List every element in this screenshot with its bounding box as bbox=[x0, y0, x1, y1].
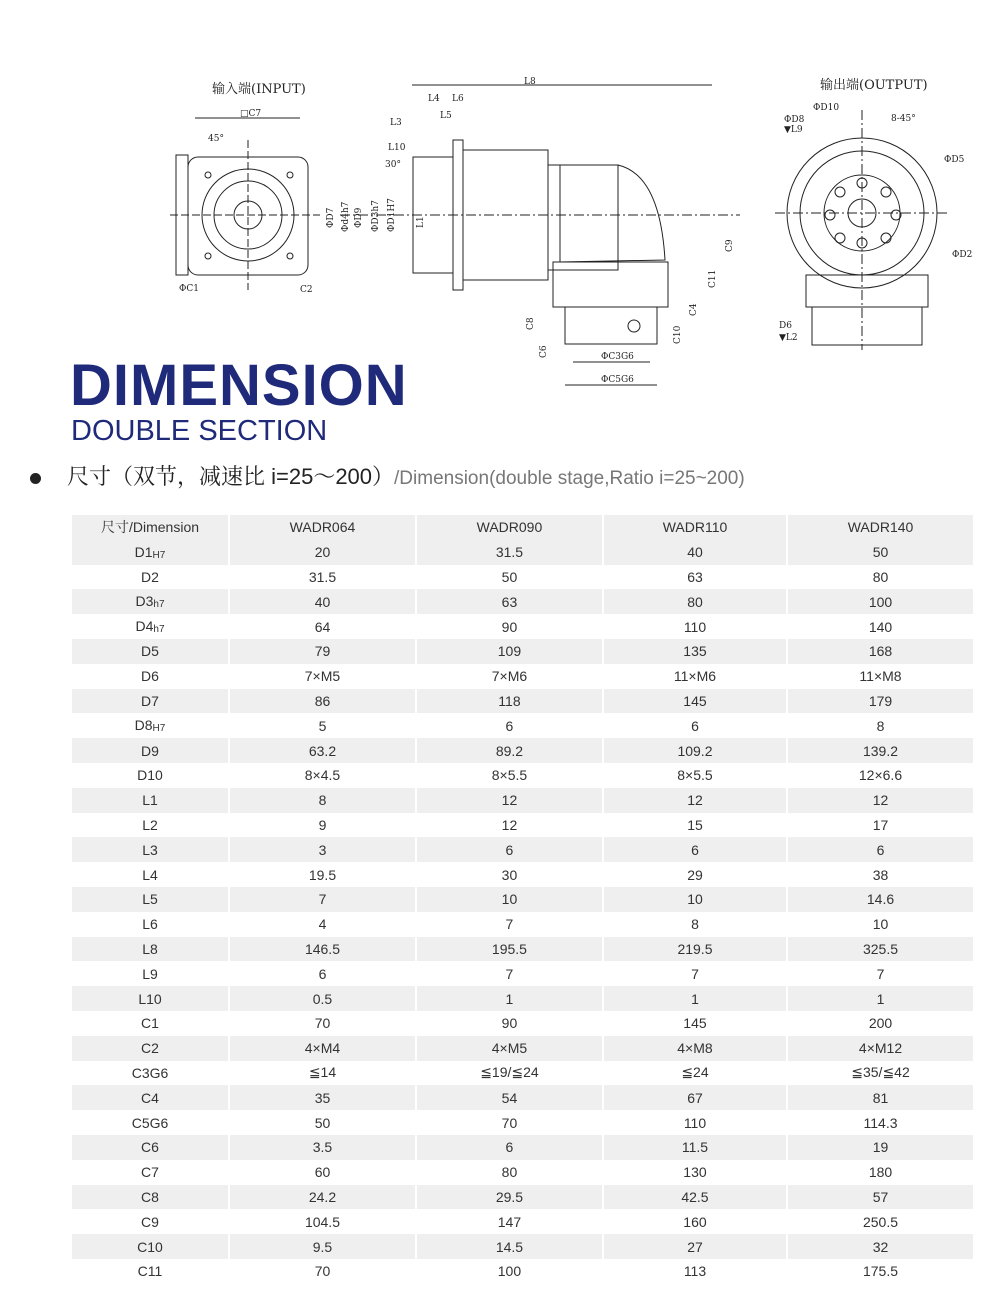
dimension-label: C6 bbox=[141, 1139, 159, 1156]
column-header: WADR110 bbox=[603, 515, 787, 540]
table-cell: 12 bbox=[416, 788, 603, 813]
page-title: DIMENSION bbox=[70, 353, 408, 418]
dim-label-l4: L4 bbox=[428, 94, 440, 104]
table-cell: 0.5 bbox=[229, 986, 416, 1011]
table-cell: 160 bbox=[603, 1209, 787, 1234]
table-row bbox=[72, 1135, 974, 1160]
dimension-label: L9 bbox=[142, 965, 158, 982]
table-cell: 90 bbox=[416, 614, 603, 639]
dimension-name bbox=[72, 788, 229, 813]
dim-label-c1: ΦC1 bbox=[179, 284, 199, 294]
table-cell: 109.2 bbox=[603, 738, 787, 763]
dim-label-l8: L8 bbox=[524, 77, 536, 87]
table-cell: 19.5 bbox=[229, 862, 416, 887]
table-cell: 140 bbox=[787, 614, 974, 639]
tolerance-label: H7 bbox=[152, 723, 166, 735]
dimension-label: L3 bbox=[142, 841, 158, 858]
table-cell: 179 bbox=[787, 689, 974, 714]
table-cell: 63.2 bbox=[229, 738, 416, 763]
table-cell: 15 bbox=[603, 813, 787, 838]
column-header: WADR064 bbox=[229, 515, 416, 540]
dim-label-l2: ▼L2 bbox=[779, 333, 798, 343]
table-row bbox=[72, 986, 974, 1011]
dim-label-c5: ΦC5G6 bbox=[601, 375, 634, 385]
dimension-label: D4 bbox=[135, 618, 154, 635]
table-cell: 29.5 bbox=[416, 1185, 603, 1210]
dim-label-c8: C8 bbox=[526, 317, 536, 330]
table-row bbox=[72, 937, 974, 962]
table-cell: 4×M4 bbox=[229, 1036, 416, 1061]
table-cell: 1 bbox=[787, 986, 974, 1011]
table-cell: 6 bbox=[416, 713, 603, 738]
table-cell: 24.2 bbox=[229, 1185, 416, 1210]
dim-label-c2: C2 bbox=[300, 285, 313, 295]
dimension-label: L2 bbox=[142, 816, 158, 833]
table-cell: 29 bbox=[603, 862, 787, 887]
table-cell: 325.5 bbox=[787, 937, 974, 962]
table-cell: 219.5 bbox=[603, 937, 787, 962]
table-cell: 57 bbox=[787, 1185, 974, 1210]
table-cell: 70 bbox=[416, 1110, 603, 1135]
table-cell: 250.5 bbox=[787, 1209, 974, 1234]
table-cell: 8×5.5 bbox=[416, 763, 603, 788]
table-cell: ≦19/≦24 bbox=[416, 1061, 603, 1086]
dimension-label: D10 bbox=[137, 767, 163, 784]
table-cell: 20 bbox=[229, 540, 416, 565]
table-row bbox=[72, 1061, 974, 1086]
dim-label-c4: C4 bbox=[689, 303, 699, 316]
table-cell: 1 bbox=[603, 986, 787, 1011]
table-cell: 145 bbox=[603, 689, 787, 714]
table-row bbox=[72, 639, 974, 664]
column-header: WADR090 bbox=[416, 515, 603, 540]
dimension-name bbox=[72, 813, 229, 838]
dim-label-l10: L10 bbox=[388, 143, 406, 153]
dimension-label: C9 bbox=[141, 1213, 159, 1230]
table-cell: 10 bbox=[603, 887, 787, 912]
table-cell: 40 bbox=[603, 540, 787, 565]
table-cell: 195.5 bbox=[416, 937, 603, 962]
table-row bbox=[72, 614, 974, 639]
table-row bbox=[72, 713, 974, 738]
dimension-name bbox=[72, 1085, 229, 1110]
dim-label-l6: L6 bbox=[452, 94, 464, 104]
table-cell: 7 bbox=[416, 912, 603, 937]
table-cell: 80 bbox=[787, 565, 974, 590]
table-row bbox=[72, 837, 974, 862]
table-row bbox=[72, 664, 974, 689]
dimension-name bbox=[72, 1061, 229, 1086]
dimension-name bbox=[72, 1135, 229, 1160]
table-cell: 135 bbox=[603, 639, 787, 664]
table-row bbox=[72, 1036, 974, 1061]
table-cell: ≦35/≦42 bbox=[787, 1061, 974, 1086]
table-cell: 86 bbox=[229, 689, 416, 714]
table-cell: 6 bbox=[416, 1135, 603, 1160]
table-cell: 63 bbox=[603, 565, 787, 590]
dimension-label: C3G6 bbox=[131, 1064, 169, 1081]
table-cell: 6 bbox=[603, 837, 787, 862]
table-row bbox=[72, 887, 974, 912]
table-cell: 3.5 bbox=[229, 1135, 416, 1160]
table-cell: ≦14 bbox=[229, 1061, 416, 1086]
table-cell: 40 bbox=[229, 589, 416, 614]
table-cell: 1 bbox=[416, 986, 603, 1011]
dimension-label: C7 bbox=[141, 1164, 159, 1181]
table-cell: 63 bbox=[416, 589, 603, 614]
column-header: WADR140 bbox=[787, 515, 974, 540]
table-cell: 31.5 bbox=[229, 565, 416, 590]
dimension-name bbox=[72, 540, 229, 565]
table-cell: 7 bbox=[229, 887, 416, 912]
table-row bbox=[72, 1209, 974, 1234]
table-cell: 109 bbox=[416, 639, 603, 664]
dimension-name bbox=[72, 1209, 229, 1234]
table-row bbox=[72, 813, 974, 838]
dimension-name bbox=[72, 937, 229, 962]
tolerance-label: h7 bbox=[153, 599, 165, 611]
dimension-label: C8 bbox=[141, 1188, 159, 1205]
table-cell: 60 bbox=[229, 1160, 416, 1185]
dim-label-d8: ΦD8 bbox=[784, 115, 805, 125]
table-cell: 146.5 bbox=[229, 937, 416, 962]
dim-label-d10: ΦD10 bbox=[813, 103, 840, 113]
table-cell: 4×M8 bbox=[603, 1036, 787, 1061]
dim-label-c11: C11 bbox=[708, 269, 718, 288]
table-cell: 35 bbox=[229, 1085, 416, 1110]
dimension-name bbox=[72, 763, 229, 788]
dimension-label: D5 bbox=[141, 643, 159, 660]
dim-label-c6: C6 bbox=[539, 345, 549, 358]
dimension-label: L5 bbox=[142, 891, 158, 908]
table-row bbox=[72, 589, 974, 614]
table-cell: 11×M6 bbox=[603, 664, 787, 689]
dim-label-8-45deg: 8-45° bbox=[891, 114, 916, 124]
dim-label-d2: ΦD2 bbox=[952, 250, 973, 260]
table-row bbox=[72, 1085, 974, 1110]
page-subtitle: DOUBLE SECTION bbox=[71, 415, 328, 447]
tolerance-label: h7 bbox=[153, 624, 165, 636]
dim-label-30deg: 30° bbox=[385, 160, 401, 170]
dim-label-d4: Φd4h7 bbox=[341, 201, 351, 232]
dimension-label: C1 bbox=[141, 1015, 159, 1032]
dimension-label: C4 bbox=[141, 1089, 159, 1106]
dimension-name bbox=[72, 565, 229, 590]
dimension-label: L8 bbox=[142, 940, 158, 957]
table-cell: 100 bbox=[787, 589, 974, 614]
table-cell: 14.5 bbox=[416, 1234, 603, 1259]
table-cell: 50 bbox=[787, 540, 974, 565]
table-cell: 12×6.6 bbox=[787, 763, 974, 788]
dimension-name bbox=[72, 1234, 229, 1259]
table-cell: 11×M8 bbox=[787, 664, 974, 689]
dimension-name bbox=[72, 713, 229, 738]
section-heading bbox=[30, 460, 745, 491]
table-row bbox=[72, 912, 974, 937]
table-row bbox=[72, 540, 974, 565]
dimension-name bbox=[72, 664, 229, 689]
table-row bbox=[72, 689, 974, 714]
table-row bbox=[72, 1185, 974, 1210]
table-cell: 12 bbox=[416, 813, 603, 838]
table-row bbox=[72, 565, 974, 590]
table-row bbox=[72, 763, 974, 788]
table-cell: 8×4.5 bbox=[229, 763, 416, 788]
dim-label-l9: ▼L9 bbox=[784, 125, 803, 135]
dimension-label: C5G6 bbox=[131, 1114, 169, 1131]
table-cell: 4×M12 bbox=[787, 1036, 974, 1061]
section-heading-cn: 尺寸（双节，减速比 i=25～200） bbox=[67, 464, 395, 489]
table-cell: 17 bbox=[787, 813, 974, 838]
table-cell: 147 bbox=[416, 1209, 603, 1234]
table-cell: 6 bbox=[787, 837, 974, 862]
dim-label-d5: ΦD5 bbox=[944, 155, 965, 165]
table-cell: 42.5 bbox=[603, 1185, 787, 1210]
dimension-label: D3 bbox=[135, 593, 154, 610]
dimension-name bbox=[72, 614, 229, 639]
gearbox-technical-drawing bbox=[160, 60, 990, 400]
section-heading-en: /Dimension(double stage,Ratio i=25~200) bbox=[394, 468, 745, 489]
table-cell: 5 bbox=[229, 713, 416, 738]
dimension-label: D8 bbox=[134, 717, 153, 734]
dimension-label: C11 bbox=[137, 1263, 163, 1280]
dim-label-l3: L3 bbox=[390, 118, 402, 128]
dim-label-d3: ΦD3h7 bbox=[371, 200, 381, 232]
table-cell: 70 bbox=[229, 1259, 416, 1284]
dimension-name bbox=[72, 738, 229, 763]
table-row bbox=[72, 738, 974, 763]
dimension-label: D9 bbox=[141, 742, 159, 759]
dimension-label: L4 bbox=[142, 866, 158, 883]
table-row bbox=[72, 1011, 974, 1036]
table-cell: 10 bbox=[787, 912, 974, 937]
table-cell: 110 bbox=[603, 1110, 787, 1135]
table-cell: 54 bbox=[416, 1085, 603, 1110]
table-cell: 4 bbox=[229, 912, 416, 937]
dimension-name bbox=[72, 961, 229, 986]
table-cell: 139.2 bbox=[787, 738, 974, 763]
dimension-name bbox=[72, 689, 229, 714]
output-label: 输出端(OUTPUT) bbox=[820, 78, 928, 93]
table-cell: 175.5 bbox=[787, 1259, 974, 1284]
table-cell: 130 bbox=[603, 1160, 787, 1185]
table-header-row bbox=[72, 515, 974, 540]
table-cell: 50 bbox=[229, 1110, 416, 1135]
table-cell: 31.5 bbox=[416, 540, 603, 565]
dimension-label: D6 bbox=[141, 668, 159, 685]
dimension-label: D7 bbox=[141, 692, 159, 709]
dim-label-d9: ΦD9 bbox=[354, 207, 364, 228]
table-cell: 8 bbox=[229, 788, 416, 813]
table-row bbox=[72, 862, 974, 887]
table-cell: 81 bbox=[787, 1085, 974, 1110]
table-cell: 114.3 bbox=[787, 1110, 974, 1135]
table-cell: 12 bbox=[603, 788, 787, 813]
table-cell: 32 bbox=[787, 1234, 974, 1259]
dim-label-c7: □C7 bbox=[240, 109, 262, 119]
table-cell: 19 bbox=[787, 1135, 974, 1160]
table-cell: 9 bbox=[229, 813, 416, 838]
table-row bbox=[72, 1110, 974, 1135]
table-row bbox=[72, 1259, 974, 1284]
dimension-name bbox=[72, 639, 229, 664]
dimension-name bbox=[72, 986, 229, 1011]
table-cell: 145 bbox=[603, 1011, 787, 1036]
dimension-name bbox=[72, 1011, 229, 1036]
table-cell: 6 bbox=[416, 837, 603, 862]
table-row bbox=[72, 961, 974, 986]
dimension-table bbox=[72, 515, 975, 1284]
table-cell: 6 bbox=[229, 961, 416, 986]
table-cell: 118 bbox=[416, 689, 603, 714]
dim-label-45deg: 45° bbox=[208, 134, 224, 144]
table-row bbox=[72, 788, 974, 813]
dimension-name bbox=[72, 837, 229, 862]
table-cell: 180 bbox=[787, 1160, 974, 1185]
dim-label-l1: L1 bbox=[416, 216, 426, 228]
dimension-label: C10 bbox=[137, 1238, 163, 1255]
dim-label-c9: C9 bbox=[725, 239, 735, 252]
dim-label-c3: ΦC3G6 bbox=[601, 352, 634, 362]
tolerance-label: H7 bbox=[152, 549, 166, 561]
dim-label-d1: ΦD1H7 bbox=[387, 198, 397, 232]
table-cell: 8 bbox=[787, 713, 974, 738]
table-cell: 6 bbox=[603, 713, 787, 738]
dimension-label: C2 bbox=[141, 1040, 159, 1057]
table-cell: 168 bbox=[787, 639, 974, 664]
table-cell: 8 bbox=[603, 912, 787, 937]
table-cell: 7×M6 bbox=[416, 664, 603, 689]
dimension-name bbox=[72, 1036, 229, 1061]
table-row bbox=[72, 1160, 974, 1185]
column-header: 尺寸/Dimension bbox=[72, 515, 229, 540]
table-cell: 8×5.5 bbox=[603, 763, 787, 788]
table-cell: 7×M5 bbox=[229, 664, 416, 689]
table-cell: 113 bbox=[603, 1259, 787, 1284]
table-cell: 70 bbox=[229, 1011, 416, 1036]
table-cell: 104.5 bbox=[229, 1209, 416, 1234]
table-cell: 7 bbox=[416, 961, 603, 986]
bullet-icon bbox=[30, 473, 41, 484]
dimension-label: L1 bbox=[142, 792, 158, 809]
dimension-label: L6 bbox=[142, 916, 158, 933]
dimension-name bbox=[72, 1160, 229, 1185]
dimension-name bbox=[72, 887, 229, 912]
table-cell: 7 bbox=[603, 961, 787, 986]
table-cell: 7 bbox=[787, 961, 974, 986]
table-cell: 12 bbox=[787, 788, 974, 813]
table-cell: 30 bbox=[416, 862, 603, 887]
dimension-label: D2 bbox=[141, 568, 159, 585]
dim-label-l5: L5 bbox=[440, 111, 452, 121]
dimension-name bbox=[72, 912, 229, 937]
table-cell: 4×M5 bbox=[416, 1036, 603, 1061]
dimension-label: D1 bbox=[134, 543, 153, 560]
table-cell: 38 bbox=[787, 862, 974, 887]
dimension-label: L10 bbox=[138, 990, 162, 1007]
table-cell: 10 bbox=[416, 887, 603, 912]
table-cell: 90 bbox=[416, 1011, 603, 1036]
table-cell: 9.5 bbox=[229, 1234, 416, 1259]
table-cell: 67 bbox=[603, 1085, 787, 1110]
table-cell: 14.6 bbox=[787, 887, 974, 912]
input-label: 输入端(INPUT) bbox=[212, 82, 306, 97]
table-cell: 3 bbox=[229, 837, 416, 862]
table-cell: 50 bbox=[416, 565, 603, 590]
table-cell: 79 bbox=[229, 639, 416, 664]
table-cell: 110 bbox=[603, 614, 787, 639]
table-cell: ≦24 bbox=[603, 1061, 787, 1086]
dimension-name bbox=[72, 1110, 229, 1135]
table-cell: 100 bbox=[416, 1259, 603, 1284]
dim-label-d6: D6 bbox=[779, 321, 792, 331]
table-cell: 80 bbox=[603, 589, 787, 614]
table-row bbox=[72, 1234, 974, 1259]
table-cell: 11.5 bbox=[603, 1135, 787, 1160]
dimension-name bbox=[72, 589, 229, 614]
dimension-name bbox=[72, 1259, 229, 1284]
table-cell: 200 bbox=[787, 1011, 974, 1036]
dim-label-d7: ΦD7 bbox=[326, 207, 336, 228]
table-cell: 64 bbox=[229, 614, 416, 639]
dimension-name bbox=[72, 862, 229, 887]
dim-label-c10: C10 bbox=[673, 325, 683, 344]
table-cell: 80 bbox=[416, 1160, 603, 1185]
table-cell: 89.2 bbox=[416, 738, 603, 763]
table-cell: 27 bbox=[603, 1234, 787, 1259]
dimension-name bbox=[72, 1185, 229, 1210]
